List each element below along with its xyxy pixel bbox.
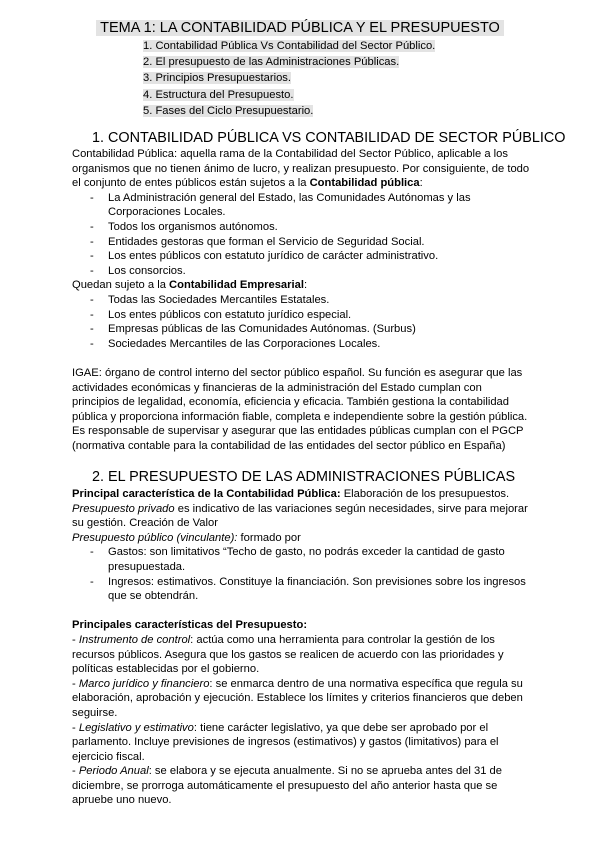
list-item: - Sociedades Mercantiles de las Corporaciones Locales.: [72, 337, 532, 352]
toc-item: 3. Principios Presupuestarios.: [143, 72, 291, 85]
toc-item: 5. Fases del Ciclo Presupuestario.: [143, 104, 314, 117]
toc-item: 4. Estructura del Presupuesto.: [143, 88, 294, 101]
list-item: - Empresas públicas de las Comunidades Autónomas. (Surbus): [72, 322, 532, 337]
public-accounting-list: [72, 191, 532, 279]
characteristic-item: - Periodo Anual: se elabora y se ejecuta anualmente. Si no se aprueba antes del 31 de diciembre, se prorroga automáticamente el presupuesto del año anterior hasta que se apruebe uno nuevo.: [72, 765, 502, 807]
characteristic-item: - Instrumento de control: actúa como una herramienta para controlar la gestión de los recursos públicos. Asegura que los gastos se realicen de acuerdo con las prioridades y políticas establecidas por el gobierno.: [72, 633, 504, 676]
list-item: - Entidades gestoras que forman el Servicio de Seguridad Social.: [72, 235, 532, 250]
section-2-heading: 2. EL PRESUPUESTO DE LAS ADMINISTRACIONES PÚBLICAS: [92, 469, 516, 485]
principal-feature: Principal característica de la Contabilidad Pública: Elaboración de los presupuestos.: [72, 488, 510, 500]
list-item: - Los entes públicos con estatuto jurídico especial.: [72, 308, 532, 323]
section-1-heading: 1. CONTABILIDAD PÚBLICA VS CONTABILIDAD DE SECTOR PÚBLICO: [92, 130, 566, 146]
list-item: - Los consorcios.: [72, 264, 532, 279]
list-item: - La Administración general del Estado, las Comunidades Autónomas y las Corporaciones Locales.: [72, 191, 532, 220]
list-item: - Todas las Sociedades Mercantiles Estatales.: [72, 293, 532, 308]
table-of-contents: [143, 38, 435, 119]
business-accounting-list: [72, 293, 532, 351]
list-item: - Todos los organismos autónomos.: [72, 220, 532, 235]
business-accounting-intro: Quedan sujeto a la Contabilidad Empresarial:: [72, 279, 308, 292]
public-budget-list: [72, 545, 532, 603]
characteristics-heading: Principales características del Presupuesto:: [72, 619, 308, 632]
public-budget: Presupuesto público (vinculante): formado por: [72, 531, 301, 544]
characteristic-item: - Marco jurídico y financiero: se enmarca dentro de una normativa específica que regula su elaboración, aprobación y ejecución. Establece los límites y criterios financieros que deben seguirse.: [72, 677, 523, 719]
characteristic-item: - Legislativo y estimativo: tiene carácter legislativo, ya que debe ser aprobado por el parlamento. Incluye previsiones de ingresos (estimativos) y gastos (limitativos) para el ejercicio fiscal.: [72, 721, 499, 763]
section-1-body: [72, 147, 532, 453]
igae-paragraph: IGAE: órgano de control interno del sector público español. Su función es asegurar que las actividades económicas y financieras de la administración del Estado cumplan con principios de legalidad, economía, eficiencia y eficacia. También gestiona la contabilidad pública y proporciona información fiable, completa e independiente sobre la gestión pública. Es responsable de supervisar y asegurar que las entidades públicas cumplan con el PGCP (normativa contable para la contabilidad de las entidades del sector público en España): [72, 366, 528, 452]
list-item: - Gastos: son limitativos “Techo de gasto, no podrás exceder la cantidad de gasto presupuestada.: [72, 545, 532, 574]
toc-item: 1. Contabilidad Pública Vs Contabilidad del Sector Público.: [143, 40, 436, 52]
toc-item: 2. El presupuesto de las Administraciones Públicas.: [143, 56, 400, 69]
section-2-body: [72, 487, 532, 808]
document-title-text: TEMA 1: LA CONTABILIDAD PÚBLICA Y EL PRESUPUESTO: [96, 20, 504, 36]
document-title: [0, 20, 600, 37]
section-1-intro: Contabilidad Pública: aquella rama de la Contabilidad del Sector Público, aplicable a los organismos que no tienen ánimo de lucro, y realizan presupuesto. Por consiguiente, de todo el conjunto de entes públicos están sujetos a la Contabilidad pública:: [72, 148, 530, 190]
private-budget: Presupuesto privado es indicativo de las variaciones según necesidades, sirve para mejorar su gestión. Creación de Valor: [72, 502, 528, 530]
list-item: - Ingresos: estimativos. Constituye la financiación. Son previsiones sobre los ingresos que se obtendrán.: [72, 575, 532, 604]
list-item: - Los entes públicos con estatuto jurídico de carácter administrativo.: [72, 249, 532, 264]
